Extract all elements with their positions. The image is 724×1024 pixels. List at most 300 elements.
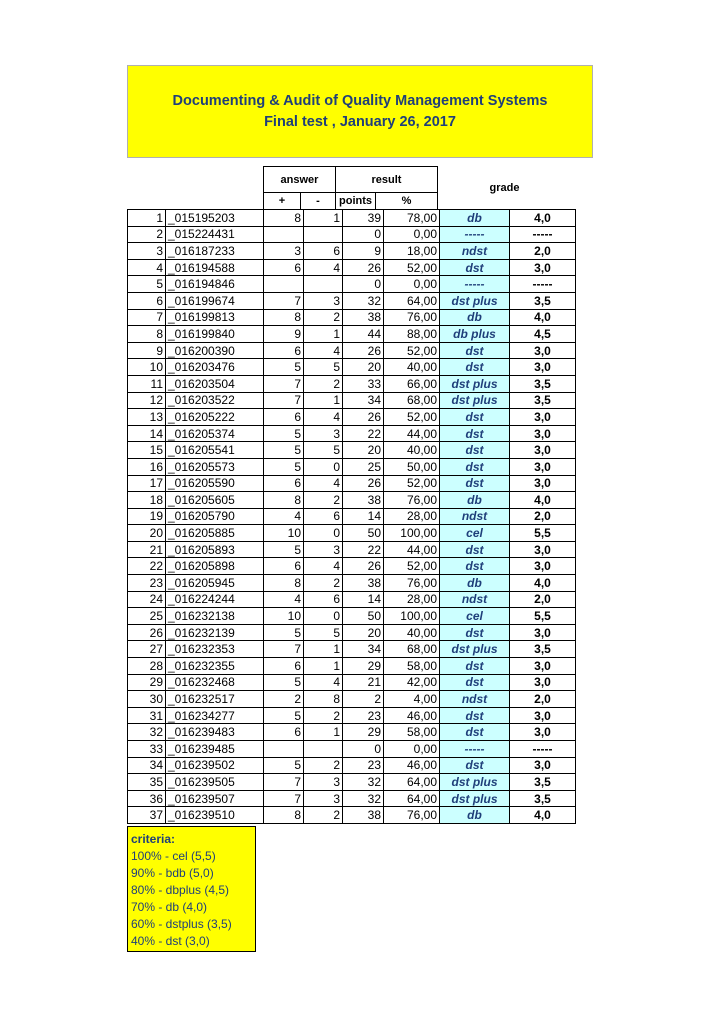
table-row [128, 575, 576, 592]
answers-wrong: 8 [304, 691, 343, 708]
points-cell: 20 [343, 359, 384, 376]
student-id: _016205541 [166, 442, 264, 459]
answers-wrong: 1 [304, 210, 343, 227]
points-cell: 32 [343, 790, 384, 807]
points-cell: 29 [343, 724, 384, 741]
grade-cell: 4,5 [510, 326, 576, 343]
mark-cell: ----- [440, 276, 510, 293]
percent-cell: 0,00 [384, 276, 440, 293]
student-id: _016205222 [166, 409, 264, 426]
row-number: 1 [128, 210, 166, 227]
grade-cell: 2,0 [510, 243, 576, 260]
table-row [128, 525, 576, 542]
grade-cell: ----- [510, 276, 576, 293]
student-id: _016224244 [166, 591, 264, 608]
grade-cell: 3,0 [510, 259, 576, 276]
answers-wrong: 1 [304, 392, 343, 409]
row-number: 24 [128, 591, 166, 608]
row-number: 34 [128, 757, 166, 774]
row-number: 11 [128, 375, 166, 392]
percent-cell: 78,00 [384, 210, 440, 227]
answers-wrong: 1 [304, 641, 343, 658]
points-cell: 20 [343, 442, 384, 459]
points-cell: 0 [343, 226, 384, 243]
table-row [128, 807, 576, 824]
mark-cell: dst [440, 541, 510, 558]
student-id: _016239507 [166, 790, 264, 807]
points-cell: 32 [343, 774, 384, 791]
student-id: _016205885 [166, 525, 264, 542]
percent-cell: 100,00 [384, 525, 440, 542]
points-cell: 38 [343, 492, 384, 509]
percent-cell: 68,00 [384, 392, 440, 409]
grade-cell: 4,0 [510, 807, 576, 824]
student-id: _016239485 [166, 741, 264, 758]
row-number: 30 [128, 691, 166, 708]
table-row [128, 674, 576, 691]
table-row [128, 392, 576, 409]
percent-cell: 46,00 [384, 707, 440, 724]
answers-wrong: 1 [304, 724, 343, 741]
grade-cell: 4,0 [510, 575, 576, 592]
table-row [128, 558, 576, 575]
mark-cell: dst [440, 757, 510, 774]
mark-cell: dst [440, 674, 510, 691]
table-row [128, 442, 576, 459]
grade-cell: 5,5 [510, 608, 576, 625]
answers-wrong: 4 [304, 342, 343, 359]
criteria-item: 80% - dbplus (4,5) [131, 883, 230, 897]
row-number: 35 [128, 774, 166, 791]
row-number: 27 [128, 641, 166, 658]
student-id: _016187233 [166, 243, 264, 260]
grade-cell: 3,0 [510, 442, 576, 459]
points-cell: 23 [343, 757, 384, 774]
points-cell: 26 [343, 342, 384, 359]
grade-cell: 4,0 [510, 309, 576, 326]
points-cell: 32 [343, 292, 384, 309]
answers-wrong: 3 [304, 425, 343, 442]
header-points: points [335, 192, 376, 210]
answers-wrong [304, 741, 343, 758]
answers-wrong: 3 [304, 541, 343, 558]
points-cell: 44 [343, 326, 384, 343]
answers-correct: 5 [264, 757, 304, 774]
points-cell: 39 [343, 210, 384, 227]
grade-cell: 4,0 [510, 492, 576, 509]
table-row [128, 425, 576, 442]
answers-correct: 6 [264, 342, 304, 359]
answers-wrong: 3 [304, 774, 343, 791]
title-box [127, 65, 593, 158]
answers-correct: 6 [264, 558, 304, 575]
answers-correct: 6 [264, 409, 304, 426]
points-cell: 26 [343, 558, 384, 575]
table-row [128, 707, 576, 724]
percent-cell: 46,00 [384, 757, 440, 774]
table-row [128, 458, 576, 475]
row-number: 7 [128, 309, 166, 326]
row-number: 16 [128, 458, 166, 475]
points-cell: 0 [343, 276, 384, 293]
row-number: 18 [128, 492, 166, 509]
grade-cell: 4,0 [510, 210, 576, 227]
answers-correct: 5 [264, 674, 304, 691]
answers-correct: 5 [264, 541, 304, 558]
answers-correct: 2 [264, 691, 304, 708]
answers-correct: 10 [264, 608, 304, 625]
answers-correct: 7 [264, 392, 304, 409]
mark-cell: dst [440, 724, 510, 741]
row-number: 20 [128, 525, 166, 542]
answers-correct [264, 741, 304, 758]
mark-cell: db plus [440, 326, 510, 343]
row-number: 19 [128, 508, 166, 525]
mark-cell: db [440, 807, 510, 824]
student-id: _016234277 [166, 707, 264, 724]
table-row [128, 757, 576, 774]
answers-correct: 5 [264, 425, 304, 442]
answers-wrong: 4 [304, 558, 343, 575]
mark-cell: dst plus [440, 774, 510, 791]
table-row [128, 541, 576, 558]
grade-cell: 3,5 [510, 375, 576, 392]
mark-cell: ndst [440, 508, 510, 525]
row-number: 9 [128, 342, 166, 359]
mark-cell: cel [440, 608, 510, 625]
answers-correct: 6 [264, 475, 304, 492]
answers-correct: 7 [264, 375, 304, 392]
table-row [128, 409, 576, 426]
student-id: _015195203 [166, 210, 264, 227]
percent-cell: 40,00 [384, 442, 440, 459]
percent-cell: 52,00 [384, 342, 440, 359]
table-row [128, 774, 576, 791]
points-cell: 34 [343, 641, 384, 658]
answers-correct: 5 [264, 442, 304, 459]
student-id: _016199674 [166, 292, 264, 309]
row-number: 28 [128, 658, 166, 675]
row-number: 5 [128, 276, 166, 293]
grade-cell: 3,0 [510, 658, 576, 675]
mark-cell: ndst [440, 591, 510, 608]
grade-cell: 3,0 [510, 558, 576, 575]
points-cell: 21 [343, 674, 384, 691]
points-cell: 26 [343, 475, 384, 492]
criteria-item: 70% - db (4,0) [131, 900, 208, 914]
header-minus: - [300, 192, 336, 210]
mark-cell: dst [440, 409, 510, 426]
row-number: 29 [128, 674, 166, 691]
grade-cell: 2,0 [510, 691, 576, 708]
answers-correct: 10 [264, 525, 304, 542]
table-row [128, 342, 576, 359]
percent-cell: 68,00 [384, 641, 440, 658]
row-number: 31 [128, 707, 166, 724]
percent-cell: 50,00 [384, 458, 440, 475]
answers-correct: 4 [264, 508, 304, 525]
row-number: 32 [128, 724, 166, 741]
results-table [127, 209, 576, 824]
student-id: _016203522 [166, 392, 264, 409]
criteria-item: 90% - bdb (5,0) [131, 866, 214, 880]
student-id: _016205945 [166, 575, 264, 592]
answers-wrong: 6 [304, 243, 343, 260]
mark-cell: dst [440, 475, 510, 492]
student-id: _015224431 [166, 226, 264, 243]
row-number: 22 [128, 558, 166, 575]
header-result: result [335, 166, 438, 192]
percent-cell: 28,00 [384, 508, 440, 525]
points-cell: 50 [343, 525, 384, 542]
grade-cell: 3,0 [510, 757, 576, 774]
grade-cell: 3,0 [510, 724, 576, 741]
answers-correct: 7 [264, 292, 304, 309]
answers-wrong: 2 [304, 375, 343, 392]
student-id: _016232517 [166, 691, 264, 708]
table-row [128, 492, 576, 509]
answers-correct: 6 [264, 658, 304, 675]
student-id: _016199813 [166, 309, 264, 326]
row-number: 6 [128, 292, 166, 309]
answers-correct: 6 [264, 724, 304, 741]
student-id: _016239510 [166, 807, 264, 824]
grade-cell: 3,5 [510, 392, 576, 409]
table-row [128, 658, 576, 675]
student-id: _016239502 [166, 757, 264, 774]
answers-correct: 5 [264, 458, 304, 475]
answers-wrong: 1 [304, 658, 343, 675]
grade-cell: 3,5 [510, 790, 576, 807]
row-number: 36 [128, 790, 166, 807]
student-id: _016205898 [166, 558, 264, 575]
answers-correct: 9 [264, 326, 304, 343]
table-row [128, 276, 576, 293]
row-number: 21 [128, 541, 166, 558]
student-id: _016232468 [166, 674, 264, 691]
grade-cell: 3,0 [510, 674, 576, 691]
percent-cell: 52,00 [384, 259, 440, 276]
points-cell: 14 [343, 508, 384, 525]
table-row [128, 790, 576, 807]
points-cell: 38 [343, 575, 384, 592]
student-id: _016194588 [166, 259, 264, 276]
points-cell: 29 [343, 658, 384, 675]
percent-cell: 40,00 [384, 624, 440, 641]
answers-wrong: 3 [304, 790, 343, 807]
percent-cell: 64,00 [384, 292, 440, 309]
points-cell: 25 [343, 458, 384, 475]
mark-cell: dst [440, 425, 510, 442]
answers-correct: 5 [264, 359, 304, 376]
grade-cell: 5,5 [510, 525, 576, 542]
grade-cell: 3,0 [510, 409, 576, 426]
criteria-item: 40% - dst (3,0) [131, 934, 210, 948]
answers-wrong: 4 [304, 475, 343, 492]
answers-wrong: 5 [304, 624, 343, 641]
percent-cell: 76,00 [384, 492, 440, 509]
table-row [128, 375, 576, 392]
mark-cell: dst plus [440, 392, 510, 409]
answers-wrong: 4 [304, 409, 343, 426]
percent-cell: 52,00 [384, 558, 440, 575]
percent-cell: 76,00 [384, 575, 440, 592]
row-number: 2 [128, 226, 166, 243]
answers-wrong: 2 [304, 807, 343, 824]
mark-cell: dst [440, 658, 510, 675]
student-id: _016199840 [166, 326, 264, 343]
answers-wrong: 3 [304, 292, 343, 309]
answers-wrong: 0 [304, 525, 343, 542]
document-title: Documenting & Audit of Quality Management Systems [172, 92, 548, 109]
row-number: 15 [128, 442, 166, 459]
percent-cell: 28,00 [384, 591, 440, 608]
mark-cell: ndst [440, 243, 510, 260]
document-subtitle: Final test , January 26, 2017 [264, 113, 456, 130]
mark-cell: cel [440, 525, 510, 542]
percent-cell: 0,00 [384, 226, 440, 243]
row-number: 10 [128, 359, 166, 376]
percent-cell: 64,00 [384, 774, 440, 791]
answers-correct: 8 [264, 575, 304, 592]
points-cell: 14 [343, 591, 384, 608]
student-id: _016205374 [166, 425, 264, 442]
student-id: _016232139 [166, 624, 264, 641]
answers-wrong [304, 276, 343, 293]
row-number: 4 [128, 259, 166, 276]
header-grade: grade [489, 181, 520, 194]
mark-cell: dst [440, 442, 510, 459]
answers-wrong: 5 [304, 359, 343, 376]
mark-cell: dst [440, 707, 510, 724]
percent-cell: 58,00 [384, 724, 440, 741]
grade-cell: 3,5 [510, 292, 576, 309]
points-cell: 38 [343, 309, 384, 326]
mark-cell: db [440, 210, 510, 227]
mark-cell: db [440, 492, 510, 509]
answers-correct: 7 [264, 641, 304, 658]
student-id: _016203476 [166, 359, 264, 376]
criteria-item: 60% - dstplus (3,5) [131, 917, 232, 931]
table-row [128, 724, 576, 741]
answers-correct: 7 [264, 774, 304, 791]
percent-cell: 52,00 [384, 475, 440, 492]
results-table-body [128, 210, 576, 824]
points-cell: 2 [343, 691, 384, 708]
grade-cell: ----- [510, 741, 576, 758]
points-cell: 33 [343, 375, 384, 392]
grade-cell: ----- [510, 226, 576, 243]
row-number: 17 [128, 475, 166, 492]
table-row [128, 226, 576, 243]
table-row [128, 508, 576, 525]
points-cell: 50 [343, 608, 384, 625]
student-id: _016205590 [166, 475, 264, 492]
grade-cell: 3,0 [510, 359, 576, 376]
points-cell: 20 [343, 624, 384, 641]
percent-cell: 52,00 [384, 409, 440, 426]
answers-wrong: 2 [304, 575, 343, 592]
table-row [128, 292, 576, 309]
answers-correct: 8 [264, 309, 304, 326]
percent-cell: 4,00 [384, 691, 440, 708]
student-id: _016205605 [166, 492, 264, 509]
points-cell: 9 [343, 243, 384, 260]
mark-cell: db [440, 575, 510, 592]
row-number: 33 [128, 741, 166, 758]
mark-cell: ndst [440, 691, 510, 708]
row-number: 3 [128, 243, 166, 260]
grade-cell: 3,0 [510, 541, 576, 558]
grade-cell: 3,0 [510, 475, 576, 492]
mark-cell: dst [440, 359, 510, 376]
mark-cell: db [440, 309, 510, 326]
answers-wrong: 2 [304, 309, 343, 326]
mark-cell: dst plus [440, 375, 510, 392]
percent-cell: 44,00 [384, 541, 440, 558]
answers-correct: 7 [264, 790, 304, 807]
answers-wrong: 6 [304, 508, 343, 525]
grade-cell: 3,0 [510, 458, 576, 475]
student-id: _016232138 [166, 608, 264, 625]
grade-cell: 2,0 [510, 508, 576, 525]
criteria-box [127, 826, 256, 952]
criteria-item: 100% - cel (5,5) [131, 849, 216, 863]
table-row [128, 259, 576, 276]
student-id: _016194846 [166, 276, 264, 293]
table-row [128, 641, 576, 658]
percent-cell: 18,00 [384, 243, 440, 260]
mark-cell: dst plus [440, 790, 510, 807]
points-cell: 22 [343, 425, 384, 442]
student-id: _016205573 [166, 458, 264, 475]
student-id: _016239483 [166, 724, 264, 741]
header-plus: + [263, 192, 301, 210]
percent-cell: 42,00 [384, 674, 440, 691]
student-id: _016232353 [166, 641, 264, 658]
points-cell: 26 [343, 409, 384, 426]
grade-cell: 3,0 [510, 624, 576, 641]
table-row [128, 243, 576, 260]
mark-cell: dst [440, 259, 510, 276]
student-id: _016232355 [166, 658, 264, 675]
row-number: 37 [128, 807, 166, 824]
grade-cell: 3,0 [510, 425, 576, 442]
answers-correct [264, 226, 304, 243]
answers-wrong: 0 [304, 458, 343, 475]
row-number: 23 [128, 575, 166, 592]
table-row [128, 326, 576, 343]
criteria-heading: criteria: [131, 832, 176, 846]
answers-correct [264, 276, 304, 293]
answers-wrong: 6 [304, 591, 343, 608]
answers-correct: 8 [264, 492, 304, 509]
student-id: _016200390 [166, 342, 264, 359]
student-id: _016203504 [166, 375, 264, 392]
mark-cell: dst [440, 558, 510, 575]
answers-wrong: 1 [304, 326, 343, 343]
student-id: _016205893 [166, 541, 264, 558]
table-row [128, 591, 576, 608]
answers-correct: 5 [264, 624, 304, 641]
row-number: 12 [128, 392, 166, 409]
row-number: 14 [128, 425, 166, 442]
mark-cell: dst plus [440, 292, 510, 309]
answers-wrong: 0 [304, 608, 343, 625]
header-percent: % [375, 192, 438, 210]
answers-wrong: 2 [304, 707, 343, 724]
row-number: 13 [128, 409, 166, 426]
